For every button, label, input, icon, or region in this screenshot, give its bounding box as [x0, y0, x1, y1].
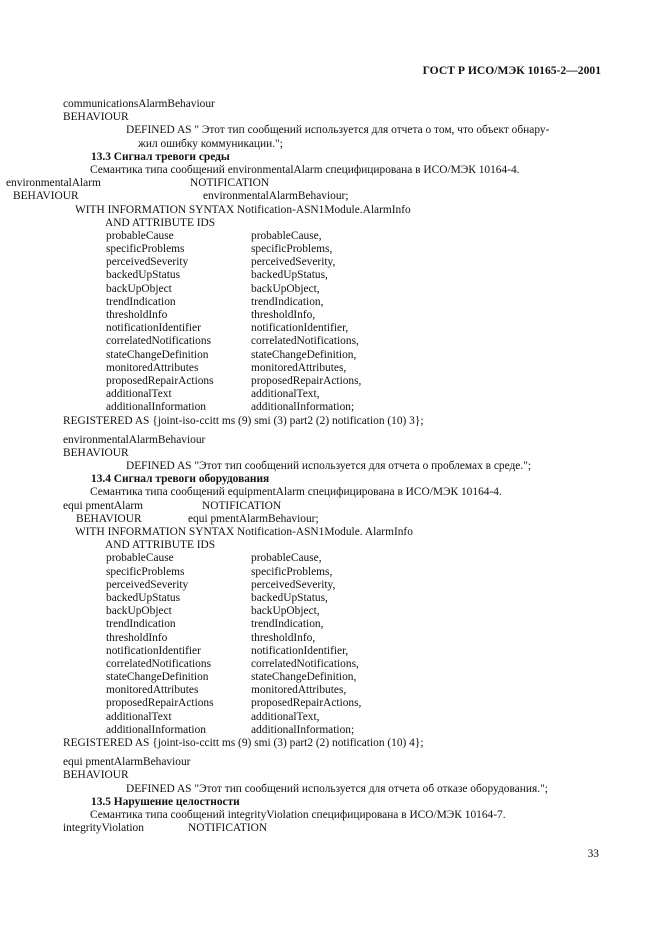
attribute-value: backUpObject,	[251, 282, 320, 295]
attribute-value: monitoredAttributes,	[251, 361, 347, 374]
attribute-id: thresholdInfo	[106, 309, 168, 321]
attribute-id: thresholdInfo	[106, 631, 168, 644]
attribute-ids-heading: AND ATTRIBUTE IDS	[105, 539, 216, 552]
attribute-row	[63, 296, 603, 309]
attribute-id: perceivedSeverity	[106, 256, 189, 269]
attribute-value: additionalText,	[251, 388, 320, 401]
registered-as-line: REGISTERED AS {joint-iso-ccitt ms (9) smi (3) part2 (2) notification (10) 3};	[63, 414, 424, 427]
attribute-value: specificProblems,	[251, 565, 333, 578]
attribute-value: proposedRepairActions,	[251, 374, 362, 387]
defined-as-continuation: жил ошибку коммуникации.";	[138, 137, 283, 150]
attribute-row	[63, 309, 603, 322]
attribute-list	[63, 552, 603, 737]
attribute-id: specificProblems	[106, 243, 185, 256]
attribute-row	[63, 552, 603, 565]
page-number: 33	[587, 848, 599, 860]
section-paragraph: Семантика типа сообщений integrityViolation специфицирована в ИСО/МЭК 10164-7.	[90, 808, 506, 821]
attribute-id: specificProblems	[106, 565, 185, 578]
notification-declaration	[63, 822, 603, 835]
attribute-row	[63, 579, 603, 592]
behaviour-value: equi pmentAlarmBehaviour;	[188, 512, 319, 525]
attribute-value: backUpObject,	[251, 605, 320, 618]
attribute-row	[63, 566, 603, 579]
attribute-id: correlatedNotifications	[106, 657, 212, 670]
attribute-row	[63, 632, 603, 645]
attribute-row	[63, 711, 603, 724]
attribute-value: perceivedSeverity,	[251, 256, 336, 269]
notification-name: integrityViolation	[63, 822, 144, 835]
attribute-value: notificationIdentifier,	[251, 322, 349, 335]
attribute-value: stateChangeDefinition,	[251, 671, 357, 684]
defined-as-line: DEFINED AS "Этот тип сообщений используется для отчета о проблемах в среде.";	[126, 460, 532, 473]
attribute-row	[63, 605, 603, 618]
attribute-value: trendIndication,	[251, 295, 324, 308]
attribute-id: proposedRepairActions	[106, 697, 214, 710]
attribute-id: backedUpStatus	[106, 591, 181, 604]
attribute-id: additionalInformation	[106, 401, 206, 414]
behaviour-keyword: BEHAVIOUR	[63, 769, 129, 782]
attribute-id: backUpObject	[106, 282, 172, 295]
behaviour-declaration	[63, 513, 603, 526]
attribute-value: monitoredAttributes,	[251, 684, 347, 697]
attribute-id: notificationIdentifier	[106, 644, 201, 657]
defined-as-line: DEFINED AS "Этот тип сообщений используется для отчета об отказе оборудования.";	[126, 782, 548, 795]
behaviour-name: equi pmentAlarmBehaviour	[63, 756, 191, 769]
behaviour-tag: BEHAVIOUR	[76, 512, 142, 525]
attribute-row	[63, 375, 603, 388]
attribute-id: backedUpStatus	[106, 269, 181, 282]
behaviour-value: environmentalAlarmBehaviour;	[203, 190, 349, 203]
attribute-row	[63, 230, 603, 243]
attribute-id: stateChangeDefinition	[106, 348, 209, 361]
attribute-row	[63, 724, 603, 737]
attribute-row	[63, 697, 603, 710]
behaviour-declaration	[13, 190, 603, 203]
section-heading-13-3: 13.3 Сигнал тревоги среды	[91, 150, 230, 163]
attribute-value: probableCause,	[251, 552, 322, 565]
attribute-row	[63, 618, 603, 631]
notification-keyword: NOTIFICATION	[202, 499, 282, 512]
attribute-value: correlatedNotifications,	[251, 335, 359, 348]
section-heading-13-4: 13.4 Сигнал тревоги оборудования	[91, 473, 270, 486]
standard-header: ГОСТ Р ИСО/МЭК 10165-2—2001	[422, 64, 601, 77]
notification-name: equi pmentAlarm	[63, 499, 144, 512]
registered-as-line: REGISTERED AS {joint-iso-ccitt ms (9) smi (3) part2 (2) notification (10) 4};	[63, 737, 424, 749]
attribute-row	[63, 658, 603, 671]
attribute-id: probableCause	[106, 229, 174, 242]
notification-keyword: NOTIFICATION	[188, 822, 268, 835]
notification-declaration	[6, 177, 603, 190]
attribute-id: monitoredAttributes	[106, 361, 199, 374]
attribute-value: backedUpStatus,	[251, 269, 328, 282]
attribute-id: notificationIdentifier	[106, 322, 201, 335]
behaviour-name: environmentalAlarmBehaviour	[63, 433, 206, 446]
attribute-value: trendIndication,	[251, 618, 324, 631]
section-paragraph: Семантика типа сообщений equipmentAlarm специфицирована в ИСО/МЭК 10164-4.	[90, 486, 502, 499]
attribute-value: additionalInformation;	[251, 723, 355, 736]
attribute-id: additionalInformation	[106, 723, 206, 736]
notification-declaration	[63, 500, 603, 513]
attribute-value: specificProblems,	[251, 243, 333, 256]
attribute-id: backUpObject	[106, 605, 172, 618]
behaviour-keyword: BEHAVIOUR	[63, 111, 129, 124]
attribute-id: correlatedNotifications	[106, 335, 212, 348]
attribute-row	[63, 401, 603, 414]
attribute-row	[63, 645, 603, 658]
section-heading-13-5: 13.5 Нарушение целостности	[91, 795, 240, 808]
attribute-row	[63, 322, 603, 335]
document-body	[6, 98, 603, 835]
attribute-row	[63, 362, 603, 375]
attribute-value: probableCause,	[251, 229, 322, 242]
attribute-value: notificationIdentifier,	[251, 644, 349, 657]
attribute-row	[63, 388, 603, 401]
attribute-id: perceivedSeverity	[106, 578, 189, 591]
attribute-value: backedUpStatus,	[251, 591, 328, 604]
attribute-value: correlatedNotifications,	[251, 657, 359, 670]
behaviour-tag: BEHAVIOUR	[13, 190, 79, 203]
attribute-value: perceivedSeverity,	[251, 578, 336, 591]
attribute-row	[63, 283, 603, 296]
with-syntax-line: WITH INFORMATION SYNTAX Notification-ASN1Module.AlarmInfo	[75, 203, 411, 216]
attribute-value: proposedRepairActions,	[251, 697, 362, 710]
attribute-value: stateChangeDefinition,	[251, 348, 357, 361]
attribute-row	[63, 684, 603, 697]
with-syntax-line: WITH INFORMATION SYNTAX Notification-ASN1Module. AlarmInfo	[75, 526, 413, 538]
attribute-row	[63, 243, 603, 256]
attribute-id: proposedRepairActions	[106, 374, 214, 387]
attribute-id: additionalText	[106, 710, 172, 723]
attribute-row	[63, 671, 603, 684]
behaviour-name: communicationsAlarmBehaviour	[63, 98, 215, 110]
behaviour-keyword: BEHAVIOUR	[63, 446, 129, 459]
attribute-value: additionalInformation;	[251, 401, 355, 414]
attribute-id: stateChangeDefinition	[106, 671, 209, 684]
attribute-id: monitoredAttributes	[106, 684, 199, 697]
attribute-row	[63, 256, 603, 269]
attribute-id: trendIndication	[106, 618, 176, 631]
attribute-row	[63, 592, 603, 605]
attribute-ids-heading: AND ATTRIBUTE IDS	[105, 216, 216, 229]
defined-as-line: DEFINED AS " Этот тип сообщений используется для отчета о том, что объект обнару-	[126, 124, 550, 137]
attribute-id: trendIndication	[106, 295, 176, 308]
notification-name: environmentalAlarm	[6, 177, 101, 190]
attribute-id: probableCause	[106, 552, 174, 565]
attribute-id: additionalText	[106, 388, 172, 401]
attribute-row	[63, 269, 603, 282]
attribute-list	[63, 230, 603, 415]
attribute-value: thresholdInfo,	[251, 631, 316, 644]
section-paragraph: Семантика типа сообщений environmentalAlarm специфицирована в ИСО/МЭК 10164-4.	[90, 163, 520, 176]
attribute-value: additionalText,	[251, 710, 320, 723]
notification-keyword: NOTIFICATION	[190, 177, 270, 190]
attribute-value: thresholdInfo,	[251, 309, 316, 321]
attribute-row	[63, 335, 603, 348]
attribute-row	[63, 349, 603, 362]
